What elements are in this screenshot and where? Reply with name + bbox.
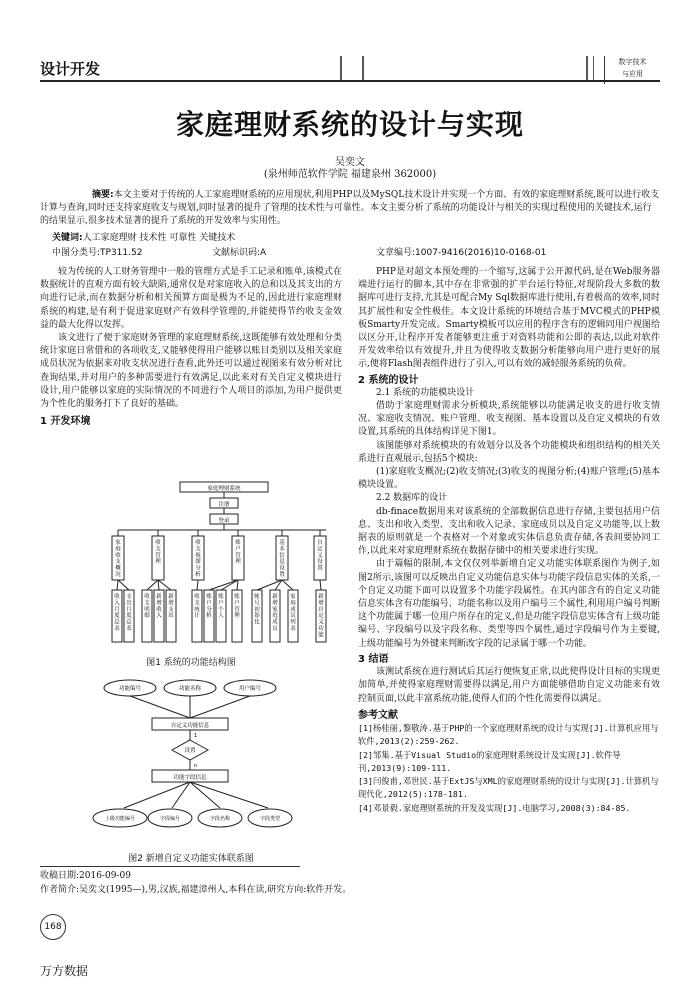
references-heading: 参考文献 xyxy=(358,709,398,721)
fig1-leaf-char: 化 xyxy=(254,619,260,626)
left-column xyxy=(40,266,342,428)
fig2-entity: 自定义功能信息 xyxy=(170,723,210,729)
article-number: 文章编号:1007-9416(2016)10-0168-01 xyxy=(376,248,547,258)
fig1-login: 登录 xyxy=(218,518,230,524)
fig1-leaf-char: 收 xyxy=(194,594,200,600)
fig2-cardinality: n xyxy=(194,763,198,769)
fig1-leaf-char: 帐 xyxy=(254,594,260,600)
keywords xyxy=(40,232,660,244)
fig1-leaf-char: 支 xyxy=(168,606,174,613)
fig2-attr: 字段编号 xyxy=(159,816,181,822)
fig2-attr: 功能编号 xyxy=(118,686,142,692)
fig1-leaf-char: 月 xyxy=(126,606,132,613)
fig2-entity: 功能字段信息 xyxy=(173,775,207,781)
fig1-leaf-char: 列 xyxy=(290,619,296,626)
fig1-leaf-char: 收 xyxy=(114,594,120,600)
fig1-leaf-char: 增 xyxy=(318,600,324,607)
header-decoration xyxy=(586,56,594,82)
fig1-leaf-char: 统 xyxy=(194,606,200,613)
fig1-leaf-char: 员 xyxy=(290,613,296,620)
fig2-attr: 用户编号 xyxy=(238,686,262,692)
section-heading: 1 开发环境 xyxy=(40,416,91,428)
page-number: 168 xyxy=(40,914,66,940)
fig1-leaf-char: 支 xyxy=(144,600,150,607)
fig1-leaf-char: 号 xyxy=(254,600,260,607)
fig1-group-char: 理 xyxy=(155,559,161,566)
header-decoration xyxy=(340,56,364,82)
paragraph: 较为传统的人工财务管理中一般的管理方式是手工记录和账单,该模式在数据统计的直观方面有较大缺陷,通常仅是对家庭收入的总和以及其支出的方向进行记录,而在数据分析和相关预算方面是极为不足的,因此进行家庭理财系统的构建,是有利于促进家庭财产有效科学管理的,并能使得节约收支金效益的最大化得以发挥。 xyxy=(40,267,342,330)
fig1-leaf-char: 功 xyxy=(318,626,324,632)
fig1-leaf-char: 初 xyxy=(254,606,260,613)
fig1-leaf-char: 增 xyxy=(168,600,174,607)
paragraph: 该文进行了便于家庭财务管理的家庭理财系统,这既能够有效处理和分类统计家庭日常借和的各项收支,又能够使得用户能够以账目类别以及相关家庭成员状况为依据来对收支状况进行查看,此外还可以通过视图来有效分析对比查询结果,并对用户的多种需要进行有效满足,以此来对有关自定义模块进行设计,用户能够以家庭的实际情况的不同进行个人项目的添加,为用户提供更为个性化的服务打下了良好的基础。 xyxy=(40,333,342,410)
fig1-group-char: 自 xyxy=(317,540,323,546)
watermark: 万方数据 xyxy=(40,964,89,978)
fig1-group-char: 概 xyxy=(115,565,121,572)
fig1-group-char: 基 xyxy=(279,540,285,546)
fig1-group-char: 置 xyxy=(279,572,285,578)
fig1-leaf-char: 定 xyxy=(318,613,324,620)
section-heading: 3 结语 xyxy=(358,653,389,665)
affiliation: (泉州师范软件学院 福建泉州 362000) xyxy=(263,169,437,180)
fig1-leaf-char: 理 xyxy=(234,613,240,620)
fig1-leaf-char: 户 xyxy=(234,600,240,607)
section-heading: 2 系统的设计 xyxy=(358,374,419,386)
fig1-connector xyxy=(237,580,238,590)
fig2-attr: 字段名称 xyxy=(209,816,231,822)
fig1-leaf-char: 自 xyxy=(318,606,324,613)
fig1-leaf-char: 账 xyxy=(218,594,224,600)
fig1-leaf-char: 账 xyxy=(234,594,240,600)
fig1-leaf-char: 新 xyxy=(318,594,324,600)
fig1-group-char: 息 xyxy=(279,559,285,566)
paragraph: 借助于家庭理财需求分析模块,系统能够以功能满足收支的进行收支情况、家庭收支情况、账户管理、收支视图、基本设置以及自定义模块的有效设置,其系统的具体结构详见下图1。 xyxy=(358,401,660,438)
fig2-cardinality: 1 xyxy=(194,733,198,739)
fig1-group-char: 收 xyxy=(115,552,121,559)
fig2-attr: 功能名称 xyxy=(178,686,202,692)
fig1-leaf-char: 员 xyxy=(272,626,278,632)
fig1-leaf-char: 始 xyxy=(254,613,260,620)
figure-2-er-diagram xyxy=(90,678,300,848)
fig1-leaf-char: 管 xyxy=(234,606,240,613)
fig1-leaf-char: 支 xyxy=(194,600,200,607)
fig1-leaf-char: 度 xyxy=(126,613,132,620)
fig1-leaf-char: 度 xyxy=(114,613,120,620)
fig1-leaf-char: 总 xyxy=(114,619,120,626)
fig1-group-char: 收 xyxy=(195,540,201,546)
fig1-leaf-char: 人 xyxy=(218,613,224,620)
fig1-leaf-char: 入 xyxy=(114,600,120,607)
fig1-connector xyxy=(158,580,159,590)
fig1-leaf-char: 成 xyxy=(272,619,278,626)
fig1-leaf-char: 出 xyxy=(168,613,174,620)
paper-title: 家庭理财系统的设计与实现 xyxy=(175,108,524,141)
fig1-leaf-char: 户 xyxy=(218,600,224,607)
fig1-connector xyxy=(282,580,293,590)
fig1-group-char: 支 xyxy=(115,559,121,566)
fig1-leaf-char: 表 xyxy=(126,626,132,632)
fig1-leaf-char: 账 xyxy=(206,594,212,600)
fig1-group-char: 庭 xyxy=(115,546,121,553)
keywords-label: 关键词: xyxy=(52,233,83,243)
fig1-group-char: 定 xyxy=(317,546,323,553)
fig1-leaf-char: 表 xyxy=(290,626,296,632)
fig1-connector xyxy=(117,580,118,590)
section-header: 设计开发 xyxy=(40,60,101,78)
footnote-rule xyxy=(40,866,300,867)
fig1-group-char: 支 xyxy=(155,546,161,553)
fig1-leaf-char: 明 xyxy=(144,606,150,613)
fig1-group-char: 分 xyxy=(195,565,201,572)
header-rule xyxy=(40,80,660,82)
paragraph: (1)家庭收支概况;(2)收支情况;(3)收支的视图分析;(4)账户管理;(5)基本模块设置。 xyxy=(358,467,660,491)
doc-code: 文献标识码:A xyxy=(212,248,267,258)
fig1-leaf-char: 庭 xyxy=(290,600,296,607)
fig1-leaf-char: 总 xyxy=(126,619,132,626)
received-date: 收稿日期:2016-09-09 xyxy=(40,871,131,881)
abstract-label: 摘要: xyxy=(92,190,114,200)
keywords-text: 人工家庭理财 技术性 可靠性 关键技术 xyxy=(82,233,236,243)
fig1-group-char: 设 xyxy=(279,565,285,572)
reference-item: [4]邓景毅.家庭理财系统的开发及实现[J].电脑学习,2008(3):84-85. xyxy=(358,802,631,813)
fig1-group-char: 置 xyxy=(317,565,323,572)
paragraph: db-finace数据用来对该系统的全部数据信息进行存储,主要包括用户信息、支出和收入类型、支出和收入记录、家庭成员以及自定义功能等,以上数据表的原则就是一个表格对一个对象或实体信息负责存储,各表间要协同工作,以此来对家庭理财系统在数据存储中的相关要求进行实现。 xyxy=(358,506,660,557)
fig1-group-char: 设 xyxy=(317,559,323,566)
fig1-group-char: 信 xyxy=(279,552,285,559)
fig1-group-char: 账 xyxy=(235,540,241,546)
fig1-leaf-char: 能 xyxy=(318,632,324,639)
fig1-group-char: 本 xyxy=(279,546,285,553)
fig1-group-char: 义 xyxy=(317,552,323,559)
fig1-leaf-char: 新 xyxy=(168,594,174,600)
logo-line: 数字技术 xyxy=(618,58,647,66)
fig2-attr: 上级功能编号 xyxy=(104,816,136,822)
figure-2-caption: 图2 新增自定义功能实体联系图 xyxy=(128,854,254,864)
fig1-leaf-char: 个 xyxy=(218,606,224,613)
fig1-leaf-char: 户 xyxy=(206,600,212,607)
subsection-heading: 2.1 系统的功能模块设计 xyxy=(376,387,475,398)
fig1-top: 家庭理财系统 xyxy=(207,486,241,492)
fig1-leaf-char: 支 xyxy=(126,594,132,600)
paragraph: 该图能够对系统模块的有效划分以及各个功能模块和组织结构的相关关系进行直观展示,包括5个模块: xyxy=(358,440,660,464)
fig1-group-char: 管 xyxy=(155,552,161,559)
fig1-group-char: 理 xyxy=(235,559,241,566)
fig1-connector xyxy=(118,580,129,590)
fig1-group-char: 收 xyxy=(155,540,161,546)
fig1-connector xyxy=(158,580,171,590)
fig1-leaf-char: 月 xyxy=(114,606,120,613)
fig1-register: 注册 xyxy=(218,502,230,508)
fig1-leaf-char: 细 xyxy=(144,613,150,620)
figure-1-caption: 图1 系统的功能结构图 xyxy=(146,658,236,668)
fig1-leaf-char: 成 xyxy=(290,606,296,613)
fig1-group-char: 管 xyxy=(235,552,241,559)
fig1-leaf-char: 计 xyxy=(194,613,200,620)
abstract xyxy=(40,189,660,228)
fig1-leaf-char: 义 xyxy=(318,619,324,626)
reference-list xyxy=(358,722,660,815)
logo-line: 与应用 xyxy=(622,70,643,78)
fig2-attr: 字段类型 xyxy=(259,816,281,822)
fig1-leaf-char: 分 xyxy=(206,606,212,613)
fig1-connector xyxy=(197,580,198,590)
fig1-leaf-char: 析 xyxy=(206,613,212,620)
reference-item: [2]邹集.基于Visual Studio的家庭理财系统设计及实现[J].软件导刊,2013(9):109-111. xyxy=(358,749,621,773)
paragraph: 由于篇幅的限制,本文仅仅列举新增自定义功能实体联系图作为例子,如图2所示,该图可以反映出自定义功能信息实体与功能字段信息实体的关系,一个自定义功能下面可以设置多个功能字段属性。在其内部含有的自定义功能信息实体含有功能编号、功能名称以及用户编号三个属性,利用用户编号判断这个功能属于哪一位用户所存在的定义,但是功能字段信息实体含有上级功能编号、字段编号以及字段名称、类型等四个属性,通过字段编号作为主要键,上级功能编号为外键来判断改字段的记录属于哪一个功能。 xyxy=(358,559,660,649)
abstract-text: 本文主要对于传统的人工家庭理财系统的应用现状,利用PHP以及MySQL技术设计并实现一个方面、有效的家庭理财系统,既可以进行收支计算与查询,同时还支持家庭收支与规划,同时显著的提升了管理的技术性与可靠性。本文主要分析了系统的功能设计与相关的实现过程使用的关键技术,运行的结果显示,很多技术显著的提升了系统的开发效率与实用性。 xyxy=(40,190,660,226)
fig1-leaf-char: 收 xyxy=(156,606,162,613)
reference-item: [3]闫俊甫,邓世民.基于ExtJS与XML的家庭理财系统的设计与实现[J].计算机与现代化,2012(5):178-181. xyxy=(358,776,659,800)
fig1-leaf-char: 新 xyxy=(156,594,162,600)
fig1-leaf-char: 表 xyxy=(114,626,120,632)
fig1-leaf-char: 收 xyxy=(144,594,150,600)
fig1-leaf-char: 家 xyxy=(272,606,278,613)
fig1-group-char: 况 xyxy=(115,572,121,578)
subsection-heading: 2.2 数据库的设计 xyxy=(376,493,448,504)
fig1-leaf-char: 家 xyxy=(290,594,296,600)
fig1-group-char: 户 xyxy=(235,546,241,553)
reference-item: [1]杨桂丽,黎敬涛.基于PHP的一个家庭理财系统的设计与实现[J].计算机应用与软件,2013(2):259-262. xyxy=(358,722,659,747)
fig1-group-char: 视 xyxy=(195,552,201,559)
clc-number: 中图分类号:TP311.52 xyxy=(52,248,143,258)
fig1-group-char: 家 xyxy=(115,540,121,546)
fig1-leaf-char: 增 xyxy=(272,600,278,607)
paragraph: PHP是对超文本预处理的一个缩写,这属于公开源代码,是在Web服务器端进行运行的脚本,其中存在非常强的扩平台运行特征,对现阶段大多数的数据库可进行支持,尤其是可配合My Sql数据库进行使用,有着极高的效率,同时其扩展性和安全性极佳。本文设计系统的环境结合基于MVC模式的PHP模板Smarty开发完成。Smarty模板可以应用的程序含有的逻辑同用户视图给以区分开,让程序开发者能够更注重于对资料功能和公即的表达,以此对软件开发效率给以有效提升,并且为使得收支数据分析能够向用户进行更好的展示,便将Flash图表组件进行了引入,可以有效的减轻服务系统的负荷。 xyxy=(358,267,660,370)
fig1-leaf-char: 入 xyxy=(156,613,162,620)
fig1-leaf-char: 增 xyxy=(156,600,162,607)
fig1-leaf-char: 庭 xyxy=(272,613,278,620)
right-column xyxy=(358,266,660,815)
author-bio: 作者简介:吴奕文(1995—),男,汉族,福建漳州人,本科在读,研究方向:软件开发。 xyxy=(40,885,352,895)
fig2-relation: 设置 xyxy=(184,748,196,754)
fig1-connector xyxy=(320,580,321,590)
fig1-connector xyxy=(147,580,158,590)
fig1-group-char: 支 xyxy=(195,546,201,553)
author: 吴奕文 xyxy=(335,157,365,168)
fig1-group-char: 图 xyxy=(195,559,201,566)
fig1-group-char: 析 xyxy=(195,572,201,578)
fig1-leaf-char: 出 xyxy=(126,600,132,607)
figure-1-structure-chart xyxy=(110,478,340,648)
fig1-leaf-char: 新 xyxy=(272,594,278,600)
paragraph: 该测试系统在进行测试后其运行便恢复正常,以此使得设计目标的实现更加简单,并使得家庭理财需要得以满足,用户方面能够借助自定义功能来有效控制页面,以此丰富系统功能,使得人们的个性化需要得以满足。 xyxy=(358,667,660,704)
